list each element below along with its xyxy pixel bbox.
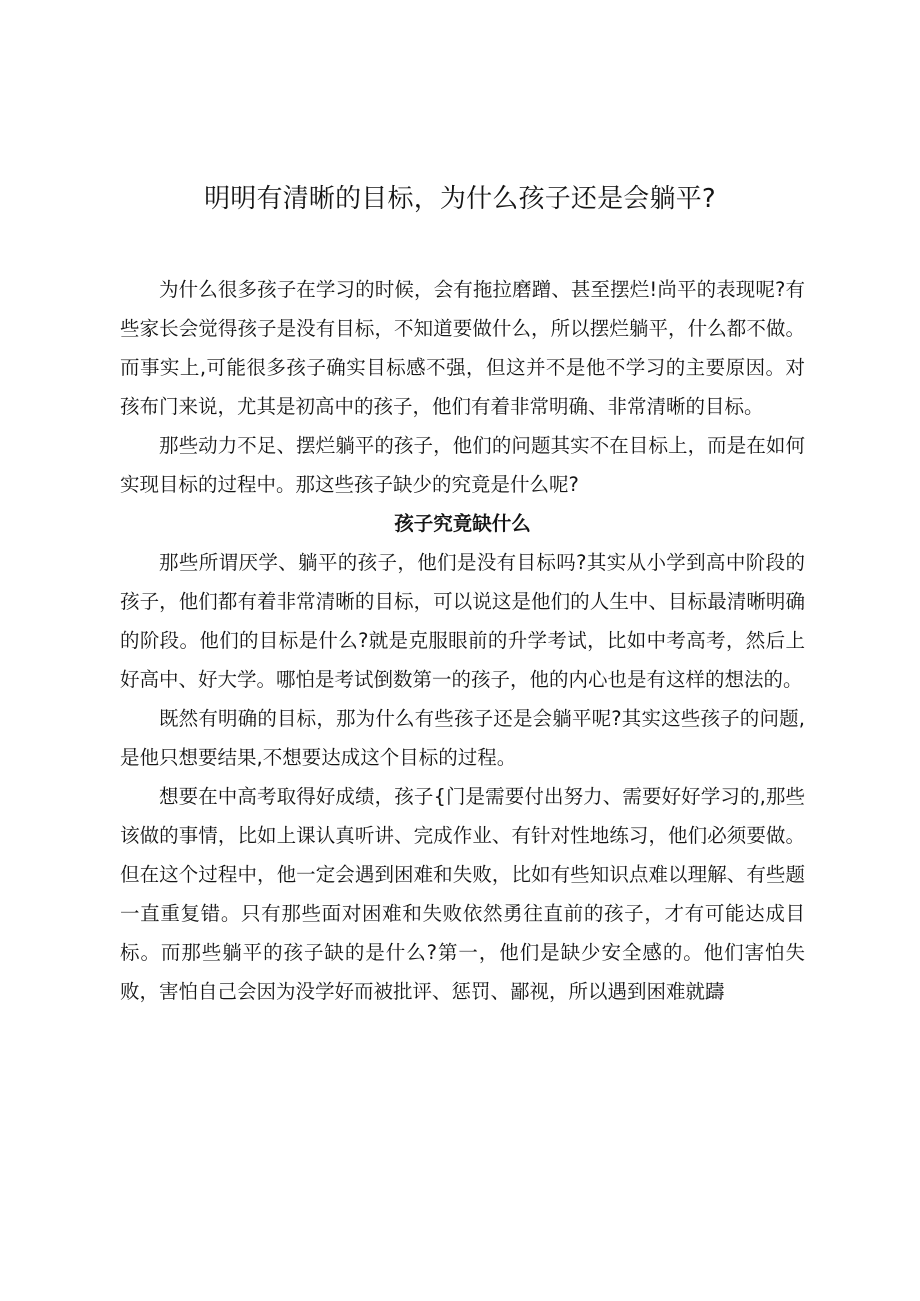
section-heading: 孩子究竟缺什么 [394, 512, 531, 535]
paragraph: 为什么很多孩子在学习的时候，会有拖拉磨蹭、甚至摆烂!尚平的表现呢?有些家长会觉得孩子是没有目标，不知道要做什么，所以摆烂躺平，什么都不做。而事实上,可能很多孩子确实目标感不强，但这并不是他不学习的主要原因。对孩布门来说，尤其是初高中的孩子，他们有着非常明确、非常清晰的目标。 [120, 278, 805, 418]
paragraph: 想要在中高考取得好成绩，孩子{门是需要付出努力、需要好好学习的,那些该做的事情，比如上课认真听讲、完成作业、有针对性地练习，他们必须要做。但在这个过程中，他一定会遇到困难和失败，比如有些知识点难以理解、有些题一直重复错。只有那些面对困难和失败依然勇往直前的孩子，才有可能达成目标。而那些躺平的孩子缺的是什么?第一，他们是缺少安全感的。他们害怕失败，害怕自己会因为没学好而被批评、惩罚、鄙视，所以遇到困难就躊 [120, 785, 805, 1003]
paragraph: 那些所谓厌学、躺平的孩子，他们是没有目标吗?其实从小学到高中阶段的孩子，他们都有着非常清晰的目标，可以说这是他们的人生中、目标最清晰明确的阶段。他们的目标是什么?就是克服眼前的升学考试，比如中考高考，然后上好高中、好大学。哪怕是考试倒数第一的孩子，他的内心也是有这样的想法的。 [120, 551, 805, 691]
paragraph: 既然有明确的目标，那为什么有些孩子还是会躺平呢?其实这些孩子的问题,是他只想要结果,不想要达成这个目标的过程。 [120, 707, 805, 769]
paragraph: 那些动力不足、摆烂躺平的孩子，他们的问题其实不在目标上，而是在如何实现目标的过程中。那这些孩子缺少的究竟是什么呢? [120, 434, 805, 496]
page-title: 明明有清晰的目标，为什么孩子还是会躺平? [204, 184, 716, 214]
document-body [120, 270, 805, 1011]
